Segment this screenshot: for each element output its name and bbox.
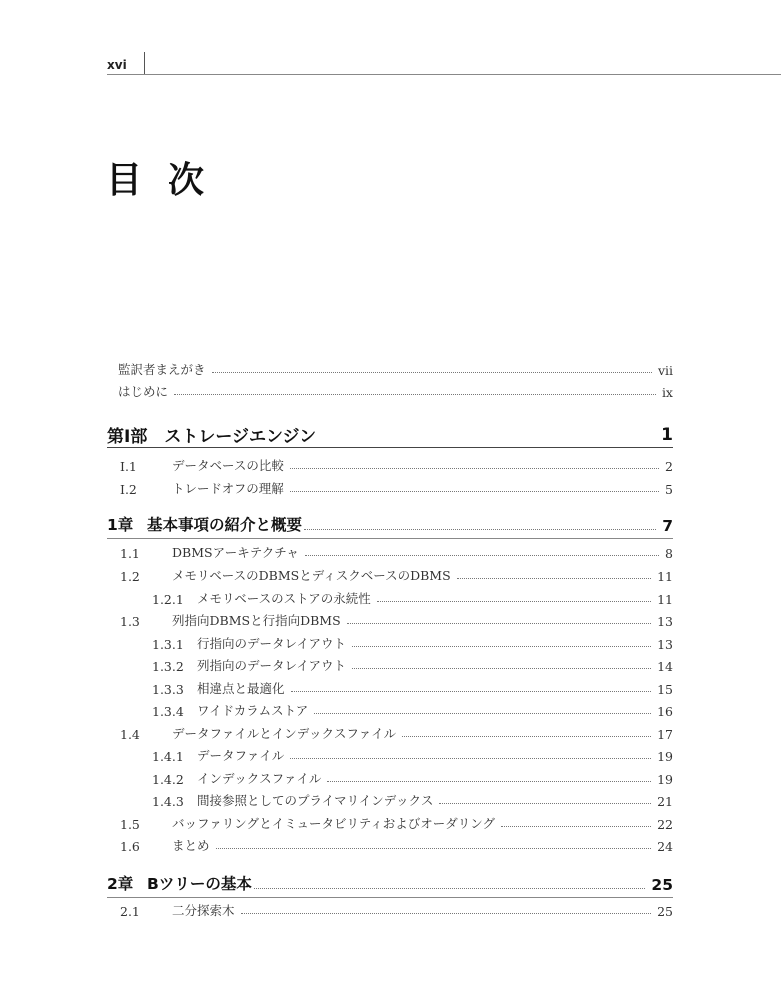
section-number: 2.1 — [120, 904, 140, 919]
toc-entry-page: 17 — [657, 727, 673, 742]
toc-entry-label: DBMSアーキテクチャ — [172, 545, 299, 560]
dot-leader — [314, 713, 651, 714]
toc-entry-1-3[interactable] — [107, 609, 673, 629]
toc-entry-label: データファイル — [197, 748, 285, 763]
dot-leader — [241, 913, 652, 914]
toc-entry-label: 間接参照としてのプライマリインデックス — [197, 793, 434, 808]
toc-entry-label: 列指向のデータレイアウト — [197, 658, 347, 673]
toc-entry-label: メモリベースのストアの永続性 — [197, 591, 371, 606]
section-number: 1.2 — [120, 569, 140, 584]
toc-entry-1-5[interactable] — [107, 812, 673, 832]
toc-entry-page: ix — [661, 385, 673, 400]
chapter-number: 1章 — [107, 516, 134, 534]
dot-leader — [501, 826, 651, 827]
dot-leader — [216, 848, 652, 849]
toc-entry-1-3-4[interactable] — [107, 699, 673, 719]
toc-entry-2-1[interactable] — [107, 899, 673, 919]
section-number: 1.3.1 — [152, 637, 184, 652]
toc-entry-preface-translator[interactable] — [107, 358, 673, 378]
dot-leader — [212, 372, 652, 373]
part-title: 第Ⅰ部 ストレージエンジン — [107, 427, 317, 447]
toc-entry-1-1[interactable] — [107, 541, 673, 561]
toc-entry-1-3-3[interactable] — [107, 677, 673, 697]
toc-entry-1-3-2[interactable] — [107, 654, 673, 674]
toc-entry-label: データファイルとインデックスファイル — [172, 726, 397, 741]
dot-leader — [352, 646, 651, 647]
toc-part-1-heading[interactable] — [107, 422, 673, 448]
dot-leader — [377, 601, 651, 602]
section-number: 1.4.1 — [152, 749, 184, 764]
toc-entry-page: 15 — [657, 682, 673, 697]
toc-entry-label: トレードオフの理解 — [172, 481, 284, 496]
chapter-title: Bツリーの基本 — [147, 875, 252, 893]
toc-entry-page: 2 — [665, 459, 673, 474]
toc-entry-page: 5 — [665, 482, 673, 497]
toc-chapter-2-heading[interactable] — [107, 874, 673, 898]
toc-entry-label: インデックスファイル — [197, 771, 322, 786]
dot-leader — [439, 803, 651, 804]
toc-entry-I-1[interactable] — [107, 454, 673, 474]
toc-entry-label: ワイドカラムストア — [197, 703, 309, 718]
toc-entry-label: 列指向DBMSと行指向DBMS — [172, 613, 341, 628]
dot-leader — [174, 394, 656, 395]
toc-entry-page: 22 — [657, 817, 673, 832]
chapter-number: 2章 — [107, 875, 134, 893]
toc-entry-1-4-3[interactable] — [107, 789, 673, 809]
toc-entry-page: 16 — [657, 704, 673, 719]
toc-entry-page: 13 — [657, 637, 673, 652]
toc-entry-1-4-1[interactable] — [107, 744, 673, 764]
table-of-contents — [107, 358, 673, 918]
header-divider — [144, 52, 145, 74]
toc-entry-label: はじめに — [118, 384, 169, 399]
toc-entry-page: 19 — [657, 749, 673, 764]
toc-entry-page: 8 — [665, 546, 673, 561]
chapter-page: 7 — [662, 517, 673, 535]
section-number: 1.4.2 — [152, 772, 184, 787]
dot-leader — [304, 529, 656, 530]
section-number: I.1 — [120, 459, 137, 474]
page-title: 目次 — [106, 160, 231, 201]
section-number: I.2 — [120, 482, 137, 497]
toc-entry-label: 監訳者まえがき — [118, 362, 206, 377]
toc-entry-label: 行指向のデータレイアウト — [197, 636, 347, 651]
toc-entry-page: 21 — [657, 794, 673, 809]
section-number: 1.4 — [120, 727, 140, 742]
toc-entry-introduction[interactable] — [107, 380, 673, 400]
toc-entry-page: 11 — [657, 569, 673, 584]
dot-leader — [290, 758, 651, 759]
toc-entry-page: 25 — [657, 904, 673, 919]
dot-leader — [352, 668, 651, 669]
toc-entry-1-2-1[interactable] — [107, 587, 673, 607]
page-header — [107, 57, 781, 75]
toc-entry-page: 13 — [657, 614, 673, 629]
toc-entry-label: メモリベースのDBMSとディスクベースのDBMS — [172, 568, 451, 583]
toc-entry-I-2[interactable] — [107, 477, 673, 497]
toc-entry-label: 二分探索木 — [172, 903, 235, 918]
toc-entry-page: 19 — [657, 772, 673, 787]
dot-leader — [290, 468, 659, 469]
dot-leader — [347, 623, 651, 624]
chapter-page: 25 — [651, 876, 673, 894]
toc-entry-1-4-2[interactable] — [107, 767, 673, 787]
section-number: 1.3.2 — [152, 659, 184, 674]
toc-entry-page: 11 — [657, 592, 673, 607]
dot-leader — [457, 578, 651, 579]
toc-entry-1-2[interactable] — [107, 564, 673, 584]
toc-entry-page: 24 — [657, 839, 673, 854]
toc-entry-label: まとめ — [172, 838, 210, 853]
toc-entry-label: 相違点と最適化 — [197, 681, 285, 696]
section-number: 1.1 — [120, 546, 140, 561]
toc-entry-label: データベースの比較 — [172, 458, 284, 473]
header-page-number: xvi — [107, 58, 127, 72]
dot-leader — [402, 736, 651, 737]
section-number: 1.3.4 — [152, 704, 184, 719]
section-number: 1.3.3 — [152, 682, 184, 697]
toc-entry-label: バッファリングとイミュータビリティおよびオーダリング — [172, 816, 496, 831]
toc-entry-1-4[interactable] — [107, 722, 673, 742]
chapter-title: 基本事項の紹介と概要 — [147, 516, 303, 534]
section-number: 1.4.3 — [152, 794, 184, 809]
section-number: 1.2.1 — [152, 592, 184, 607]
dot-leader — [291, 691, 652, 692]
part-page: 1 — [661, 424, 673, 445]
dot-leader — [290, 491, 659, 492]
toc-entry-page: 14 — [657, 659, 673, 674]
toc-entry-1-6[interactable] — [107, 834, 673, 854]
dot-leader — [305, 555, 659, 556]
dot-leader — [327, 781, 651, 782]
section-number: 1.5 — [120, 817, 140, 832]
toc-entry-1-3-1[interactable] — [107, 632, 673, 652]
dot-leader — [254, 888, 646, 889]
section-number: 1.6 — [120, 839, 140, 854]
toc-entry-page: vii — [657, 363, 673, 378]
section-number: 1.3 — [120, 614, 140, 629]
toc-chapter-1-heading[interactable] — [107, 515, 673, 539]
